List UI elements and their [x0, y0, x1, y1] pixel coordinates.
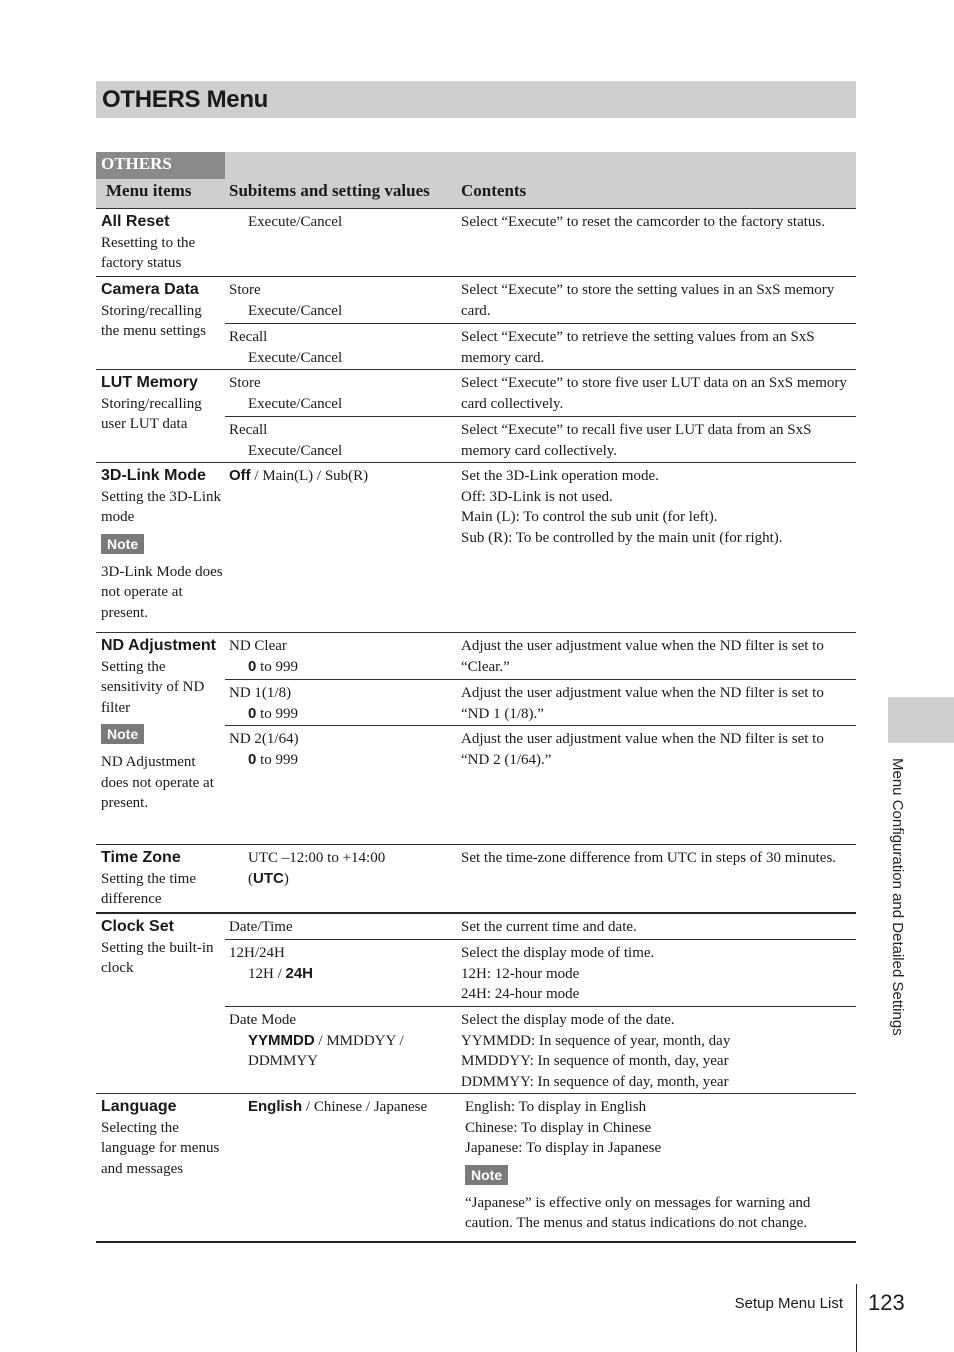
content-line: Select the display mode of the date.: [461, 1012, 675, 1028]
subitem-row-recall: [225, 417, 856, 462]
contents-text: Set the current time and date.: [461, 919, 637, 935]
setting-values: [229, 917, 455, 938]
menu-item-name: ND Adjustment: [101, 637, 216, 654]
table-row-3d-link-mode: [96, 463, 856, 633]
subitem-label: 12H/24H: [229, 945, 285, 961]
default-value: 24H: [285, 964, 314, 982]
col-contents: Contents: [461, 181, 527, 200]
subitem-row-store: [225, 277, 856, 324]
contents-text: [461, 943, 855, 1005]
setting-value: [229, 1031, 455, 1052]
subitem-row-date-time: [225, 914, 856, 940]
setting-value: [229, 657, 455, 678]
setting-values: [229, 636, 455, 677]
subitem-label: Store: [229, 282, 261, 298]
content-line: 12H: 12-hour mode: [461, 965, 580, 982]
content-line: Main (L): To control the sub unit (for left).: [461, 509, 718, 525]
default-value: 0: [248, 704, 257, 722]
menu-item-cell: [101, 212, 223, 274]
paren-open: (: [248, 870, 253, 887]
subitem-label: ND 2(1/64): [229, 731, 299, 747]
subitem-row-nd-1: [225, 680, 856, 726]
subitem-row-date-mode: [225, 1007, 856, 1093]
note-badge: Note: [465, 1165, 508, 1185]
setting-values: [229, 280, 455, 321]
menu-item-name: Time Zone: [101, 849, 181, 866]
note-text: “Japanese” is effective only on messages for warning and caution. The menus and status indications do not change.: [465, 1194, 811, 1231]
contents-text: Adjust the user adjustment value when the ND filter is set to “ND 2 (1/64).”: [461, 731, 824, 768]
value-range: to 999: [256, 751, 299, 768]
content-line: MMDDYY: In sequence of month, day, year: [461, 1053, 729, 1069]
setting-values: [229, 943, 455, 984]
page-title: OTHERS Menu: [102, 86, 269, 113]
contents-text: [461, 466, 855, 548]
note-text: ND Adjustment does not operate at present.: [101, 754, 214, 811]
setting-value-default: [229, 869, 455, 890]
setting-value: Execute/Cancel: [248, 214, 343, 230]
subitem-row-nd-2: [225, 726, 856, 844]
contents-text: Adjust the user adjustment value when the ND filter is set to “Clear.”: [461, 638, 824, 675]
contents-text: Select “Execute” to retrieve the setting values from an SxS memory card.: [461, 329, 815, 366]
content-line: Select the display mode of time.: [461, 945, 655, 961]
content-line: Off: 3D-Link is not used.: [461, 488, 613, 505]
default-value: Off: [229, 467, 251, 484]
subitem-row: [225, 209, 856, 276]
setting-value-line2: DDMMYY: [248, 1053, 319, 1069]
page-title-bar: [96, 81, 856, 118]
subitem-row: [225, 463, 856, 632]
subitem-row: [225, 845, 856, 912]
menu-item-desc: Setting the time difference: [101, 870, 196, 907]
content-line: English: To display in English: [465, 1099, 647, 1115]
menu-item-name: Clock Set: [101, 918, 174, 935]
footer-divider: [856, 1284, 857, 1352]
table-row-time-zone: [96, 845, 856, 914]
content-line: 24H: 24-hour mode: [461, 986, 580, 1002]
setting-values: [229, 1097, 455, 1118]
default-value: YYMMDD: [248, 1031, 315, 1049]
setting-value: [229, 1097, 455, 1118]
contents-text: Select “Execute” to recall five user LUT data from an SxS memory card collectively.: [461, 422, 812, 459]
menu-item-name: LUT Memory: [101, 374, 198, 391]
table-row-camera-data: [96, 277, 856, 370]
content-line: Set the 3D-Link operation mode.: [461, 468, 659, 484]
note-text: 3D-Link Mode does not operate at present.: [101, 563, 223, 621]
value-range: to 999: [256, 658, 299, 675]
menu-item-cell: [101, 466, 223, 623]
section-thumb-tab: [888, 697, 954, 743]
subitem-row-recall: [225, 324, 856, 369]
contents-text: Select “Execute” to store the setting values in an SxS memory card.: [461, 282, 835, 319]
setting-value: Execute/Cancel: [248, 302, 343, 319]
table-header: [96, 152, 856, 209]
default-value: English: [248, 1098, 303, 1115]
content-line: YYMMDD: In sequence of year, month, day: [461, 1032, 731, 1049]
setting-values: [229, 420, 455, 461]
setting-value: Execute/Cancel: [248, 349, 343, 366]
setting-value: Execute/Cancel: [248, 442, 343, 459]
setting-values: [229, 327, 455, 368]
menu-item-cell: [101, 917, 223, 979]
subitem-row-store: [225, 370, 856, 417]
setting-values: [229, 848, 455, 889]
setting-values: [229, 1010, 455, 1072]
content-line: DDMMYY: In sequence of day, month, year: [461, 1073, 729, 1090]
table-row-clock-set: [96, 914, 856, 1094]
menu-item-name: All Reset: [101, 213, 170, 230]
menu-item-name: Camera Data: [101, 281, 199, 298]
content-line: Chinese: To display in Chinese: [465, 1119, 652, 1136]
contents-text: [465, 1097, 859, 1234]
col-subitems: Subitems and setting values: [229, 181, 430, 200]
menu-item-desc: Setting the 3D-Link mode: [101, 488, 221, 525]
value-option: / MMDDYY /: [314, 1032, 404, 1049]
paren-close: ): [283, 870, 289, 887]
note-badge: Note: [101, 534, 144, 554]
table-row-all-reset: [96, 209, 856, 277]
setting-value: Execute/Cancel: [248, 395, 343, 412]
subitem-label: ND 1(1/8): [229, 685, 292, 701]
content-line: Sub (R): To be controlled by the main unit (for right).: [461, 529, 783, 546]
menu-item-desc: Setting the built-in clock: [101, 939, 214, 976]
setting-values: [229, 683, 455, 724]
default-value: UTC: [253, 869, 284, 887]
subitem-row: [225, 1094, 856, 1241]
subitem-label: ND Clear: [229, 638, 287, 654]
menu-item-name: 3D-Link Mode: [101, 467, 206, 484]
table-row-lut-memory: [96, 370, 856, 463]
setting-values: [229, 729, 455, 770]
page-number: 123: [868, 1290, 905, 1315]
menu-item-cell: [101, 636, 223, 814]
table-row-nd-adjustment: [96, 633, 856, 845]
col-menu-items: Menu items: [106, 181, 192, 200]
menu-item-desc: Storing/recalling user LUT data: [101, 395, 202, 432]
value-option: / Chinese / Japanese: [302, 1099, 428, 1115]
subitem-label: Date Mode: [229, 1012, 297, 1028]
subitem-label: Store: [229, 375, 261, 391]
subitem-row-12h-24h: [225, 940, 856, 1007]
value-range: to 999: [256, 705, 299, 722]
subitem-row-nd-clear: [225, 633, 856, 680]
contents-text: Select “Execute” to store five user LUT data on an SxS memory card collectively.: [461, 375, 847, 412]
setting-value: [229, 750, 455, 771]
menu-item-cell: [101, 373, 223, 435]
subitem-label: Recall: [229, 422, 268, 438]
setting-value: / Main(L) / Sub(R): [250, 468, 369, 484]
footer-section-label: Setup Menu List: [734, 1295, 843, 1312]
menu-item-cell: [101, 1097, 223, 1179]
setting-value: [229, 704, 455, 725]
menu-item-name: Language: [101, 1098, 177, 1115]
contents-text: Set the time-zone difference from UTC in steps of 30 minutes.: [461, 850, 837, 866]
content-line: Japanese: To display in Japanese: [465, 1140, 662, 1156]
setting-value: [229, 964, 455, 985]
menu-item-cell: [101, 280, 223, 342]
menu-item-desc: Resetting to the factory status: [101, 234, 196, 271]
value-option: 12H /: [248, 965, 286, 982]
menu-item-desc: Setting the sensitivity of ND filter: [101, 658, 205, 716]
others-tab-label: OTHERS: [96, 152, 225, 179]
contents-text: Select “Execute” to reset the camcorder to the factory status.: [461, 214, 825, 230]
subitem-label: Recall: [229, 329, 268, 345]
menu-item-desc: Selecting the language for menus and messages: [101, 1119, 220, 1177]
setting-values: [229, 373, 455, 414]
contents-text: Adjust the user adjustment value when the ND filter is set to “ND 1 (1/8).”: [461, 685, 824, 722]
default-value: 0: [248, 657, 257, 675]
section-side-label: Menu Configuration and Detailed Settings: [889, 758, 906, 1036]
default-value: 0: [248, 750, 257, 768]
menu-item-cell: [101, 848, 223, 910]
subitem-label: Date/Time: [229, 919, 293, 935]
table-row-language: [96, 1094, 856, 1243]
menu-item-desc: Storing/recalling the menu settings: [101, 302, 206, 339]
setting-values: [229, 466, 455, 487]
setting-values: [229, 212, 455, 233]
setting-value: UTC –12:00 to +14:00: [248, 850, 386, 866]
note-badge: Note: [101, 724, 144, 744]
contents-text: [461, 1010, 855, 1092]
